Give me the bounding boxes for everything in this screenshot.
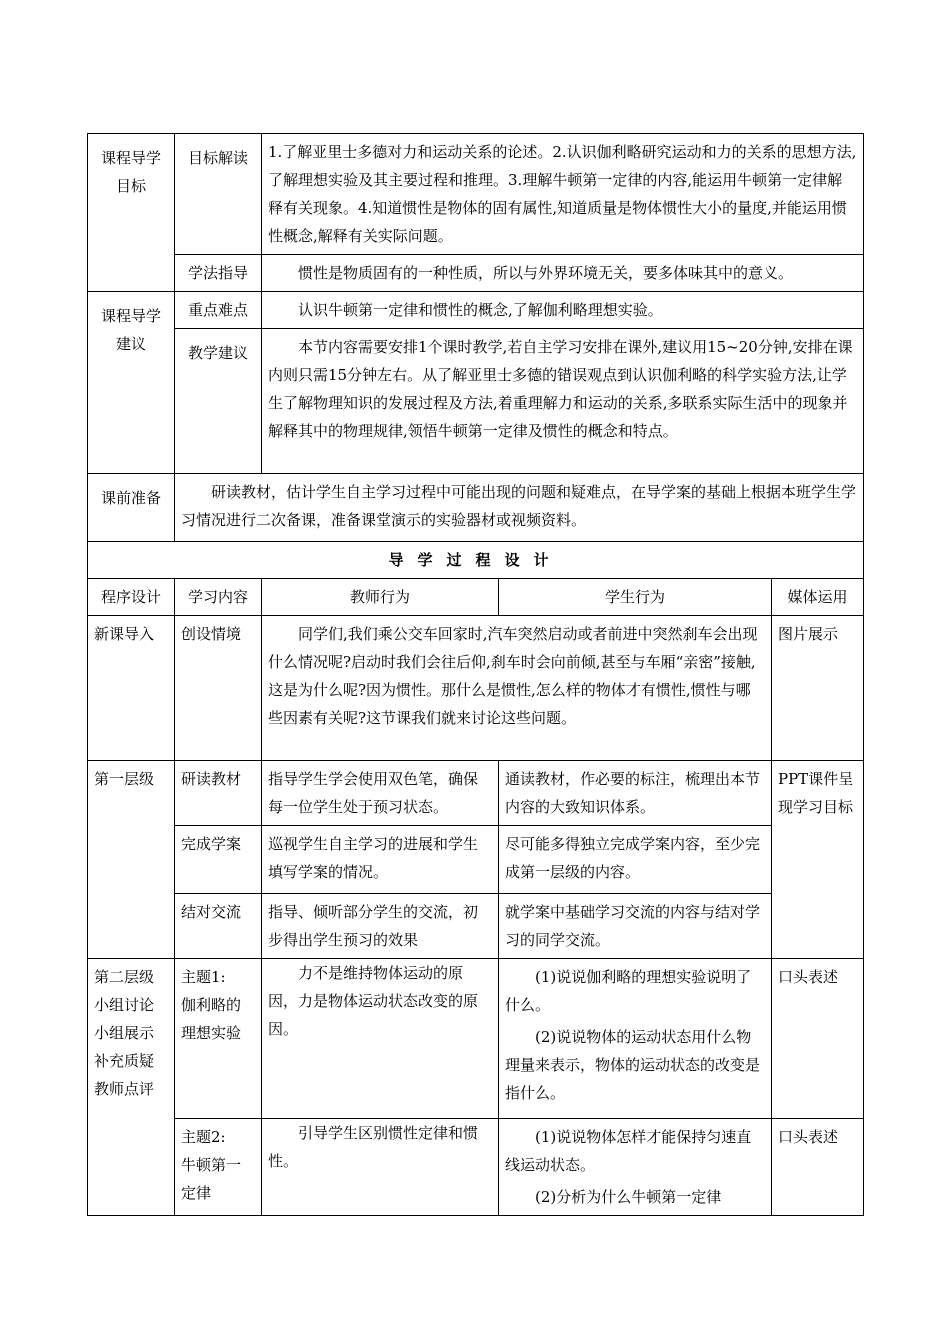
- level1-media: PPT课件呈现学习目标: [772, 761, 864, 959]
- level1-student-3: 就学案中基础学习交流的内容与结对学习的同学交流。: [499, 894, 772, 959]
- level2-step-line: 教师点评: [94, 1080, 155, 1098]
- guide-goal-label: 课程导学目标: [88, 134, 175, 292]
- lesson-plan-table: [87, 133, 864, 1216]
- student-item: (1)说说物体怎样才能保持匀速直线运动状态。: [505, 1128, 752, 1174]
- study-method-label: 学法指导: [175, 255, 262, 292]
- content-line: 主题2:: [181, 1128, 226, 1146]
- process-title: 导学过程设计: [88, 542, 864, 579]
- level2-teacher-1: 力不是维持物体运动的原因，力是物体运动状态改变的原因。: [262, 959, 499, 1119]
- level2-step-line: 小组讨论: [94, 996, 155, 1014]
- intro-media: 图片展示: [772, 616, 864, 761]
- student-item: (2)说说物体的运动状态用什么物理量来表示，物体的运动状态的改变是指什么。: [505, 1028, 761, 1102]
- student-item: (2)分析为什么牛顿第一定律: [535, 1188, 722, 1206]
- goal-interpret-label: 目标解读: [175, 134, 262, 255]
- level1-content-1: 研读教材: [175, 761, 262, 826]
- col-content: 学习内容: [175, 579, 262, 616]
- col-step: 程序设计: [88, 579, 175, 616]
- level2-student-1: [499, 959, 772, 1119]
- guide-suggest-label: 课程导学建议: [88, 292, 175, 474]
- level1-teacher-2: 巡视学生自主学习的进展和学生填写学案的情况。: [262, 826, 499, 894]
- col-student: 学生行为: [499, 579, 772, 616]
- key-points-label: 重点难点: [175, 292, 262, 329]
- intro-content: 创设情境: [175, 616, 262, 761]
- intro-teacher: 同学们,我们乘公交车回家时,汽车突然启动或者前进中突然刹车会出现什么情况呢?启动时我们会往后仰,刹车时会向前倾,甚至与车厢“亲密”接触,这是为什么呢?因为惯性。那什么是惯性,怎么样的物体才有惯性,惯性与哪些因素有关呢?这节课我们就来讨论这些问题。: [262, 616, 772, 761]
- level2-step-line: 补充质疑: [94, 1052, 155, 1070]
- teaching-suggest-text: 本节内容需要安排1个课时教学,若自主学习安排在课外,建议用15~20分钟,安排在课内则只需15分钟左右。从了解亚里士多德的错误观点到认识伽利略的科学实验方法,让学生了解物理知识的发展过程及方法,着重理解力和运动的关系,多联系实际生活中的现象并解释其中的物理规律,领悟牛顿第一定律及惯性的概念和特点。: [262, 329, 864, 474]
- level2-media-2: 口头表述: [772, 1119, 864, 1216]
- student-item: (1)说说伽利略的理想实验说明了什么。: [505, 968, 752, 1014]
- prep-label: 课前准备: [88, 474, 175, 542]
- teaching-suggest-label: 教学建议: [175, 329, 262, 474]
- content-line: 牛顿第一: [181, 1156, 242, 1174]
- level1-content-2: 完成学案: [175, 826, 262, 894]
- level1-content-3: 结对交流: [175, 894, 262, 959]
- level2-step-line: 第二层级: [94, 968, 155, 986]
- content-line: 主题1:: [181, 968, 226, 986]
- level2-step: [88, 959, 175, 1216]
- key-points-text: 认识牛顿第一定律和惯性的概念,了解伽利略理想实验。: [262, 292, 864, 329]
- goal-interpret-text: 1.了解亚里士多德对力和运动关系的论述。2.认识伽利略研究运动和力的关系的思想方法,了解理想实验及其主要过程和推理。3.理解牛顿第一定律的内容,能运用牛顿第一定律解释有关现象。4.知道惯性是物体的固有属性,知道质量是物体惯性大小的量度,并能运用惯性概念,解释有关实际问题。: [262, 134, 864, 255]
- level2-teacher-2: 引导学生区别惯性定律和惯性。: [262, 1119, 499, 1216]
- level1-step: 第一层级: [88, 761, 175, 959]
- prep-text: 研读教材，估计学生自主学习过程中可能出现的问题和疑难点，在导学案的基础上根据本班学生学习情况进行二次备课，准备课堂演示的实验器材或视频资料。: [175, 474, 864, 542]
- level1-student-2: 尽可能多得独立完成学案内容，至少完成第一层级的内容。: [499, 826, 772, 894]
- level2-step-line: 小组展示: [94, 1024, 155, 1042]
- level1-teacher-1: 指导学生学会使用双色笔，确保每一位学生处于预习状态。: [262, 761, 499, 826]
- col-teacher: 教师行为: [262, 579, 499, 616]
- col-media: 媒体运用: [772, 579, 864, 616]
- level2-content-2: [175, 1119, 262, 1216]
- level1-student-1: 通读教材，作必要的标注，梳理出本节内容的大致知识体系。: [499, 761, 772, 826]
- intro-step: 新课导入: [88, 616, 175, 761]
- content-line: 定律: [181, 1184, 212, 1202]
- lesson-plan-document: [87, 133, 863, 1216]
- level2-content-1: [175, 959, 262, 1119]
- content-line: 伽利略的: [181, 996, 242, 1014]
- study-method-text: 惯性是物质固有的一种性质，所以与外界环境无关，要多体味其中的意义。: [262, 255, 864, 292]
- level2-media-1: 口头表述: [772, 959, 864, 1119]
- content-line: 理想实验: [181, 1024, 242, 1042]
- level1-teacher-3: 指导、倾听部分学生的交流，初步得出学生预习的效果: [262, 894, 499, 959]
- level2-student-2: [499, 1119, 772, 1216]
